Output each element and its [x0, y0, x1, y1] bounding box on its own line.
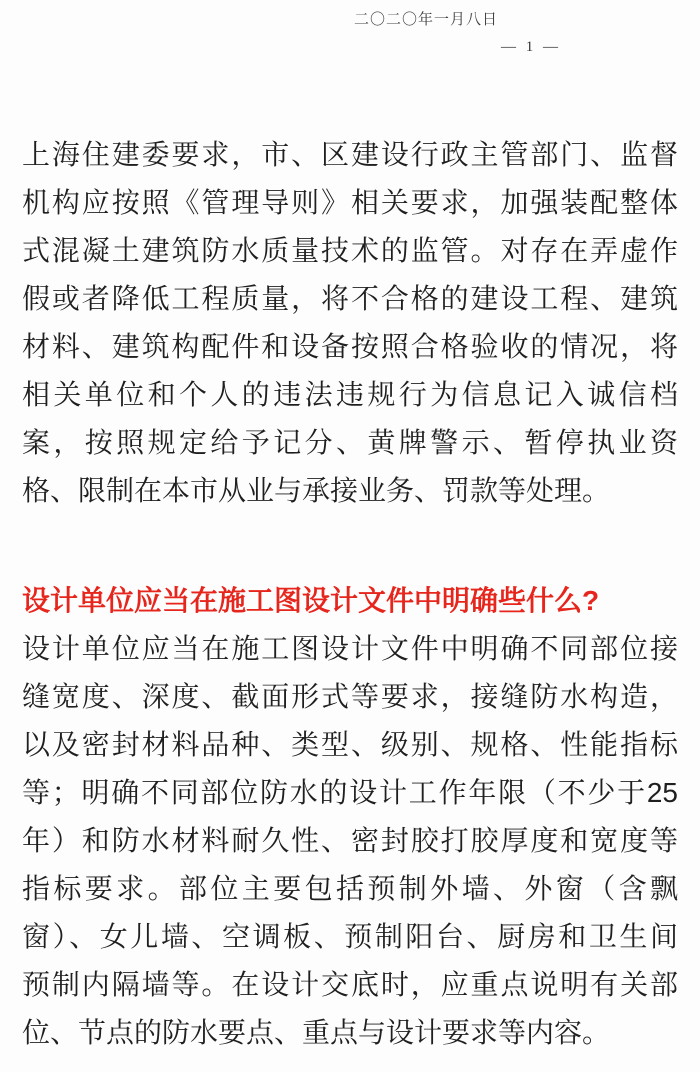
text-line: 等；明确不同部位防水的设计工作年限（不少于25	[22, 777, 678, 808]
text-line: 式混凝土建筑防水质量技术的监管。对存在弄虚作	[22, 235, 678, 266]
section-heading: 设计单位应当在施工图设计文件中明确些什么?	[22, 585, 600, 616]
paragraph-design-requirements	[22, 625, 678, 1057]
text-line: 年）和防水材料耐久性、密封胶打胶厚度和宽度等	[22, 825, 678, 856]
text-line: 上海住建委要求，市、区建设行政主管部门、监督	[22, 139, 678, 170]
text-line: 缝宽度、深度、截面形式等要求，接缝防水构造，	[22, 681, 678, 712]
text-line: 案，按照规定给予记分、黄牌警示、暂停执业资	[22, 427, 678, 458]
text-line: 相关单位和个人的违法违规行为信息记入诚信档	[22, 379, 678, 410]
text-line: 以及密封材料品种、类型、级别、规格、性能指标	[22, 729, 678, 760]
text-line: 预制内隔墙等。在设计交底时，应重点说明有关部	[22, 969, 678, 1000]
text-line: 窗）、女儿墙、空调板、预制阳台、厨房和卫生间	[22, 921, 678, 952]
text-line: 设计单位应当在施工图设计文件中明确不同部位接	[22, 633, 678, 664]
text-line: 机构应按照《管理导则》相关要求，加强装配整体	[22, 187, 678, 218]
scan-header	[0, 0, 700, 70]
paragraph-regulation	[22, 131, 678, 515]
page-number: — 1 —	[501, 39, 561, 55]
text-line: 假或者降低工程质量，将不合格的建设工程、建筑	[22, 283, 678, 314]
text-line: 指标要求。部位主要包括预制外墙、外窗（含飘	[22, 873, 678, 904]
article-body	[22, 131, 678, 1057]
text-line: 位、节点的防水要点、重点与设计要求等内容。	[22, 1017, 611, 1048]
text-line: 格、限制在本市从业与承接业务、罚款等处理。	[22, 475, 611, 506]
document-date: 二〇二〇年一月八日	[354, 12, 499, 28]
text-line: 材料、建筑构配件和设备按照合格验收的情况，将	[22, 331, 678, 362]
